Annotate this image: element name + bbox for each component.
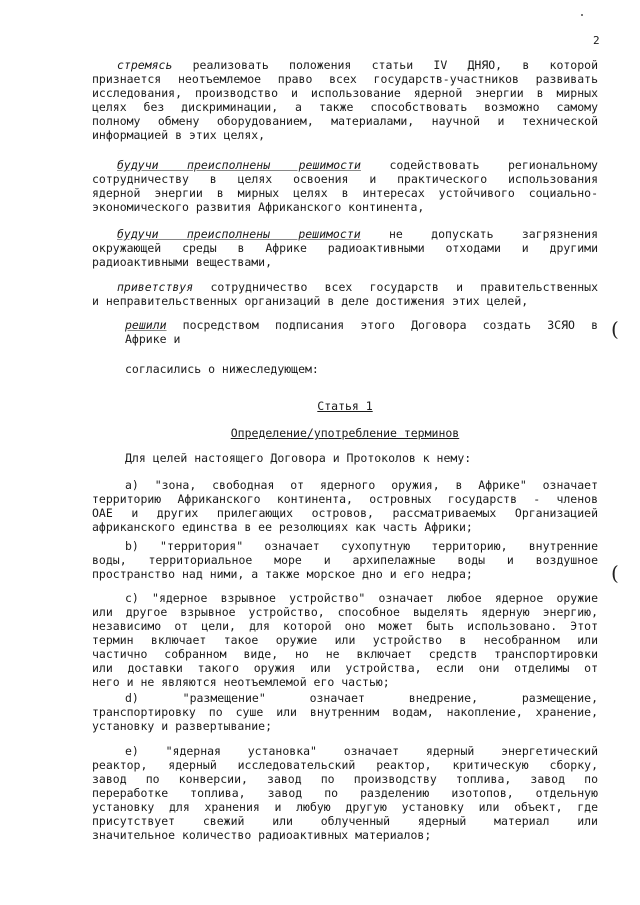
article-intro — [92, 451, 598, 465]
text-line: ОАЕ и других прилегающих островов, рассматриваемых Организацией — [92, 506, 598, 520]
text-line: c) "ядерное взрывное устройство" означает любое ядерное оружие — [125, 591, 598, 605]
text-line: завод по конверсии, завод по производству топлива, завод по — [92, 772, 598, 786]
text-line: целях без дискриминации, а также способствовать возможно самому — [92, 100, 598, 114]
preamble-paragraph-5 — [92, 318, 598, 346]
lead-word: приветствуя — [117, 280, 194, 294]
definition-a — [92, 478, 598, 534]
text-line: транспортировку по суше или внутренним водам, накопление, хранение, — [92, 705, 598, 719]
page-number: 2 — [593, 34, 600, 47]
text-line: Для целей настоящего Договора и Протоколов к нему: — [125, 451, 472, 465]
preamble-paragraph-3 — [92, 227, 598, 269]
text-line: переработке топлива, завод по разделению изотопов, отдельную — [92, 786, 598, 800]
text-line: решили посредством подписания этого Договора создать ЗСЯО в — [125, 318, 598, 332]
text-line: признается неотъемлемое право всех государств-участников развивать — [92, 72, 598, 86]
text-line: информацией в этих целях, — [92, 128, 266, 142]
text-line: окружающей среды в Африке радиоактивными отходами и другими — [92, 241, 598, 255]
text-line: территорию Африканского континента, островных государств - членов — [92, 492, 598, 506]
text-line: полному обмену оборудованием, материалами, научной и технической — [92, 114, 598, 128]
text-line: присутствует свежий или облученный ядерный материал или — [92, 814, 598, 828]
text-line: африканского единства в ее резолюциях как часть Африки; — [92, 520, 473, 534]
text-line: сотрудничеству в целях освоения и практического использования — [92, 172, 598, 186]
article-subtitle: Определение/употребление терминов — [230, 426, 460, 440]
text-line: термин включает такое оружие или устройство в несобранном или — [92, 633, 598, 647]
text-line: ядерной энергии в мирных целях в интересах устойчивого социально- — [92, 186, 598, 200]
text-line: или доставки такого оружия или устройства, если они отделимы от — [92, 661, 598, 675]
definition-d — [92, 691, 598, 733]
text-line: e) "ядерная установка" означает ядерный энергетический — [125, 744, 598, 758]
definition-b — [92, 539, 598, 581]
text-line: него и не являются неотъемлемой его частью; — [92, 675, 390, 689]
text-line: исследования, производство и использование ядерной энергии в мирных — [92, 86, 598, 100]
text-line: или другое взрывное устройство, способное выделять ядерную энергию, — [92, 605, 598, 619]
text-line: значительное количество радиоактивных материалов; — [92, 828, 432, 842]
text-line: a) "зона, свободная от ядерного оружия, в Африке" означает — [125, 478, 598, 492]
scan-speck — [581, 14, 583, 16]
preamble-paragraph-1 — [92, 58, 598, 142]
text-line: b) "территория" означает сухопутную территорию, внутренние — [125, 539, 598, 553]
text-line: Африке и — [125, 332, 181, 346]
preamble-paragraph-6 — [92, 362, 598, 376]
text-line: экономического развития Африканского континента, — [92, 200, 425, 214]
text-line: реактор, ядерный исследовательский реактор, критическую сборку, — [92, 758, 598, 772]
margin-bracket-mark: ( — [611, 317, 619, 341]
text-line: будучи преисполнены решимости содействовать региональному — [117, 158, 598, 172]
text-line: и неправительственных организаций в деле достижения этих целей, — [92, 294, 529, 308]
lead-phrase: будучи преисполнены решимости — [117, 158, 361, 172]
definition-e — [92, 744, 598, 842]
text-line: воды, территориальное море и архипелажные воды и воздушное — [92, 553, 598, 567]
text-line: установку и развертывание; — [92, 719, 273, 733]
text-line: будучи преисполнены решимости не допускать загрязнения — [117, 227, 598, 241]
margin-bracket-mark: ( — [611, 561, 619, 585]
text-line: радиоактивными веществами, — [92, 255, 273, 269]
article-title: Статья 1 — [317, 399, 373, 413]
text-line: пространство над ними, а также морское дно и его недра; — [92, 567, 473, 581]
text-line: приветствуя сотрудничество всех государств и правительственных — [117, 280, 598, 294]
lead-word: стремясь — [117, 58, 173, 72]
lead-phrase: будучи преисполнены решимости — [117, 227, 361, 241]
text-line: установку для хранения и любую другую установку или объект, где — [92, 800, 598, 814]
definition-c — [92, 591, 598, 689]
text-line: d) "размещение" означает внедрение, размещение, — [125, 691, 598, 705]
text-line: независимо от цели, для которой оно может быть использовано. Этот — [92, 619, 598, 633]
text-line: стремясь реализовать положения статьи IV ДНЯО, в которой — [117, 58, 598, 72]
lead-word: решили — [125, 318, 167, 332]
preamble-paragraph-4 — [92, 280, 598, 308]
text-line: согласились о нижеследующем: — [125, 362, 319, 376]
preamble-paragraph-2 — [92, 158, 598, 214]
text-line: частично собранном виде, но не включает средств транспортировки — [92, 647, 598, 661]
